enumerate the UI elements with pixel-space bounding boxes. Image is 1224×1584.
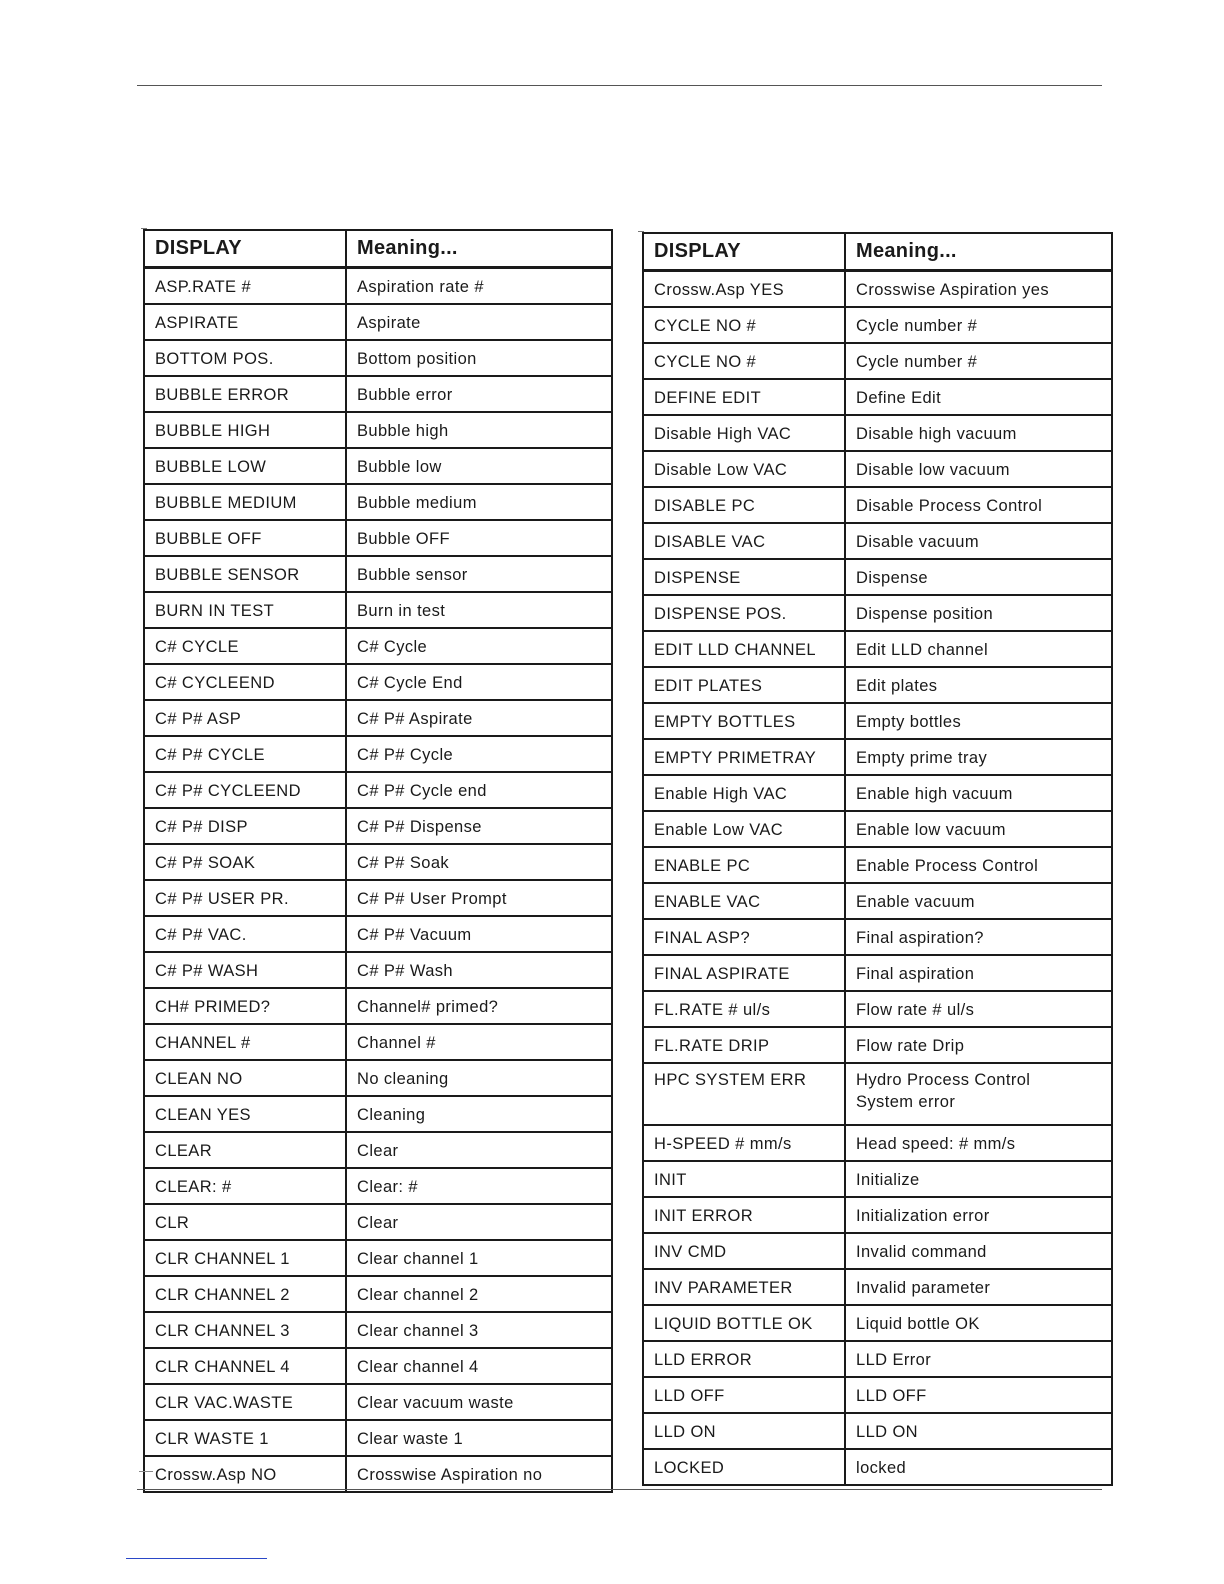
display-cell: CLR CHANNEL 1: [144, 1240, 346, 1276]
display-cell: EDIT LLD CHANNEL: [643, 631, 845, 667]
table-row: [144, 484, 612, 520]
display-cell: CYCLE NO #: [643, 307, 845, 343]
meaning-cell: Bubble OFF: [346, 520, 612, 556]
table-row: [144, 268, 612, 305]
meaning-column-header: Meaning...: [845, 233, 1112, 271]
table-row: [144, 304, 612, 340]
display-cell: CLR: [144, 1204, 346, 1240]
meaning-cell: Disable Process Control: [845, 487, 1112, 523]
display-meaning-table-right: [642, 232, 1113, 1486]
table-row: [643, 1269, 1112, 1305]
meaning-cell: C# P# Cycle end: [346, 772, 612, 808]
table-row: [643, 271, 1112, 308]
table-row: [144, 1204, 612, 1240]
meaning-cell: C# P# Dispense: [346, 808, 612, 844]
meaning-cell: LLD Error: [845, 1341, 1112, 1377]
display-cell: HPC SYSTEM ERR: [643, 1063, 845, 1125]
meaning-cell: Final aspiration: [845, 955, 1112, 991]
table-row: [643, 523, 1112, 559]
display-cell: C# P# CYCLEEND: [144, 772, 346, 808]
display-cell: BUBBLE SENSOR: [144, 556, 346, 592]
display-cell: BUBBLE HIGH: [144, 412, 346, 448]
display-cell: EDIT PLATES: [643, 667, 845, 703]
meaning-cell: Bubble high: [346, 412, 612, 448]
table-row: [144, 1348, 612, 1384]
table-body: [643, 271, 1112, 1486]
table-row: [144, 700, 612, 736]
display-cell: INV PARAMETER: [643, 1269, 845, 1305]
display-cell: INIT: [643, 1161, 845, 1197]
display-cell: CLR CHANNEL 4: [144, 1348, 346, 1384]
meaning-cell: Clear vacuum waste: [346, 1384, 612, 1420]
meaning-cell: Initialization error: [845, 1197, 1112, 1233]
meaning-cell: C# P# Cycle: [346, 736, 612, 772]
display-cell: BUBBLE OFF: [144, 520, 346, 556]
table-row: [643, 667, 1112, 703]
meaning-cell: Cycle number #: [845, 343, 1112, 379]
display-cell: C# P# USER PR.: [144, 880, 346, 916]
meaning-cell: locked: [845, 1449, 1112, 1485]
display-cell: EMPTY PRIMETRAY: [643, 739, 845, 775]
table-row: [643, 739, 1112, 775]
table-row: [643, 1341, 1112, 1377]
table-row: [643, 1063, 1112, 1125]
meaning-cell: Clear channel 2: [346, 1276, 612, 1312]
table-row: [643, 1161, 1112, 1197]
table-row: [144, 376, 612, 412]
meaning-cell: Dispense: [845, 559, 1112, 595]
display-cell: DISPENSE: [643, 559, 845, 595]
display-cell: DISPENSE POS.: [643, 595, 845, 631]
display-cell: ASPIRATE: [144, 304, 346, 340]
table-row: [144, 340, 612, 376]
display-cell: LOCKED: [643, 1449, 845, 1485]
table-row: [643, 1449, 1112, 1485]
table-row: [643, 559, 1112, 595]
meaning-cell: Empty prime tray: [845, 739, 1112, 775]
meaning-cell: Clear: #: [346, 1168, 612, 1204]
table-row: [144, 1312, 612, 1348]
display-cell: C# P# WASH: [144, 952, 346, 988]
table-row: [144, 952, 612, 988]
table-row: [643, 1197, 1112, 1233]
table-row: [643, 775, 1112, 811]
table-row: [643, 307, 1112, 343]
meaning-cell: Flow rate Drip: [845, 1027, 1112, 1063]
meaning-cell: Define Edit: [845, 379, 1112, 415]
meaning-cell: Invalid command: [845, 1233, 1112, 1269]
meaning-cell: Clear: [346, 1204, 612, 1240]
table-row: [144, 1168, 612, 1204]
display-cell: ENABLE VAC: [643, 883, 845, 919]
meaning-cell: Disable vacuum: [845, 523, 1112, 559]
meaning-cell: Cycle number #: [845, 307, 1112, 343]
display-cell: CLEAN NO: [144, 1060, 346, 1096]
table-row: [144, 1132, 612, 1168]
table-row: [144, 808, 612, 844]
meaning-cell: Crosswise Aspiration no: [346, 1456, 612, 1492]
table-row: [643, 631, 1112, 667]
display-cell: C# P# VAC.: [144, 916, 346, 952]
display-cell: C# CYCLE: [144, 628, 346, 664]
display-cell: CLEAN YES: [144, 1096, 346, 1132]
display-cell: FINAL ASPIRATE: [643, 955, 845, 991]
display-cell: Enable Low VAC: [643, 811, 845, 847]
table-row: [144, 1384, 612, 1420]
meaning-cell: C# P# Soak: [346, 844, 612, 880]
meaning-cell: Final aspiration?: [845, 919, 1112, 955]
table-header-row: [643, 233, 1112, 271]
display-cell: CHANNEL #: [144, 1024, 346, 1060]
footer-rule: [137, 1489, 1102, 1490]
table-row: [643, 1027, 1112, 1063]
meaning-cell: Enable Process Control: [845, 847, 1112, 883]
meaning-cell: Bottom position: [346, 340, 612, 376]
meaning-cell: Bubble error: [346, 376, 612, 412]
meaning-cell: No cleaning: [346, 1060, 612, 1096]
table-row: [643, 703, 1112, 739]
table-row: [144, 628, 612, 664]
display-cell: FINAL ASP?: [643, 919, 845, 955]
display-cell: CLR CHANNEL 3: [144, 1312, 346, 1348]
table-row: [144, 1420, 612, 1456]
footnote-separator: [126, 1558, 267, 1559]
display-cell: BOTTOM POS.: [144, 340, 346, 376]
table-header-row: [144, 230, 612, 268]
display-column-header: DISPLAY: [144, 230, 346, 268]
table-row: [144, 988, 612, 1024]
table-row: [144, 592, 612, 628]
display-cell: BUBBLE ERROR: [144, 376, 346, 412]
header-rule: [137, 85, 1102, 86]
table-row: [144, 412, 612, 448]
table-row: [144, 1240, 612, 1276]
table-row: [643, 991, 1112, 1027]
meaning-cell: C# P# Vacuum: [346, 916, 612, 952]
table-row: [643, 451, 1112, 487]
table-row: [144, 772, 612, 808]
table-row: [144, 448, 612, 484]
display-cell: C# P# CYCLE: [144, 736, 346, 772]
meaning-cell: Initialize: [845, 1161, 1112, 1197]
table-row: [144, 1276, 612, 1312]
table-row: [643, 1305, 1112, 1341]
display-cell: BUBBLE MEDIUM: [144, 484, 346, 520]
table-row: [144, 736, 612, 772]
meaning-column-header: Meaning...: [346, 230, 612, 268]
meaning-cell: C# P# User Prompt: [346, 880, 612, 916]
table-row: [144, 556, 612, 592]
display-cell: DISABLE VAC: [643, 523, 845, 559]
meaning-cell: Hydro Process Control System error: [845, 1063, 1112, 1125]
meaning-cell: Edit plates: [845, 667, 1112, 703]
meaning-cell: Bubble low: [346, 448, 612, 484]
meaning-cell: Edit LLD channel: [845, 631, 1112, 667]
display-cell: CLEAR: #: [144, 1168, 346, 1204]
table-row: [144, 664, 612, 700]
display-cell: CYCLE NO #: [643, 343, 845, 379]
footer-mark: [139, 1471, 153, 1472]
meaning-cell: Head speed: # mm/s: [845, 1125, 1112, 1161]
meaning-cell: LLD ON: [845, 1413, 1112, 1449]
display-cell: ASP.RATE #: [144, 268, 346, 305]
display-cell: C# P# DISP: [144, 808, 346, 844]
meaning-cell: Clear: [346, 1132, 612, 1168]
display-cell: Crossw.Asp YES: [643, 271, 845, 308]
display-cell: FL.RATE # ul/s: [643, 991, 845, 1027]
display-cell: ENABLE PC: [643, 847, 845, 883]
display-meaning-table-left: [143, 229, 613, 1493]
table-row: [643, 379, 1112, 415]
meaning-cell: C# P# Aspirate: [346, 700, 612, 736]
meaning-cell: Aspirate: [346, 304, 612, 340]
display-cell: LLD ERROR: [643, 1341, 845, 1377]
display-cell: LLD OFF: [643, 1377, 845, 1413]
meaning-cell: LLD OFF: [845, 1377, 1112, 1413]
display-cell: FL.RATE DRIP: [643, 1027, 845, 1063]
display-cell: H-SPEED # mm/s: [643, 1125, 845, 1161]
meaning-cell: Burn in test: [346, 592, 612, 628]
table-row: [643, 811, 1112, 847]
meaning-cell: Clear waste 1: [346, 1420, 612, 1456]
meaning-cell: Dispense position: [845, 595, 1112, 631]
table-row: [144, 520, 612, 556]
table-row: [643, 1377, 1112, 1413]
display-cell: CLR CHANNEL 2: [144, 1276, 346, 1312]
meaning-cell: Clear channel 1: [346, 1240, 612, 1276]
meaning-cell: C# Cycle End: [346, 664, 612, 700]
display-cell: BURN IN TEST: [144, 592, 346, 628]
meaning-cell: Channel# primed?: [346, 988, 612, 1024]
table-row: [643, 847, 1112, 883]
display-cell: Crossw.Asp NO: [144, 1456, 346, 1492]
display-column-header: DISPLAY: [643, 233, 845, 271]
display-cell: Disable High VAC: [643, 415, 845, 451]
display-cell: CH# PRIMED?: [144, 988, 346, 1024]
display-cell: Disable Low VAC: [643, 451, 845, 487]
display-cell: CLEAR: [144, 1132, 346, 1168]
display-cell: INIT ERROR: [643, 1197, 845, 1233]
display-cell: BUBBLE LOW: [144, 448, 346, 484]
meaning-cell: C# P# Wash: [346, 952, 612, 988]
meaning-cell: Aspiration rate #: [346, 268, 612, 305]
meaning-cell: Clear channel 3: [346, 1312, 612, 1348]
meaning-cell: Enable low vacuum: [845, 811, 1112, 847]
meaning-cell: Disable low vacuum: [845, 451, 1112, 487]
meaning-cell: Bubble sensor: [346, 556, 612, 592]
table-row: [643, 487, 1112, 523]
meaning-cell: Liquid bottle OK: [845, 1305, 1112, 1341]
table-row: [643, 415, 1112, 451]
table-row: [643, 1413, 1112, 1449]
table-row: [144, 1024, 612, 1060]
meaning-cell: Cleaning: [346, 1096, 612, 1132]
meaning-cell: Enable high vacuum: [845, 775, 1112, 811]
table-body: [144, 268, 612, 1493]
meaning-cell: Disable high vacuum: [845, 415, 1112, 451]
display-cell: C# CYCLEEND: [144, 664, 346, 700]
table-row: [643, 595, 1112, 631]
table-row: [643, 883, 1112, 919]
meaning-cell: Crosswise Aspiration yes: [845, 271, 1112, 308]
display-cell: DISABLE PC: [643, 487, 845, 523]
display-cell: LLD ON: [643, 1413, 845, 1449]
display-cell: CLR VAC.WASTE: [144, 1384, 346, 1420]
display-cell: LIQUID BOTTLE OK: [643, 1305, 845, 1341]
display-cell: INV CMD: [643, 1233, 845, 1269]
table-row: [144, 880, 612, 916]
table-row: [643, 919, 1112, 955]
display-cell: CLR WASTE 1: [144, 1420, 346, 1456]
table-row: [643, 1125, 1112, 1161]
meaning-cell: Invalid parameter: [845, 1269, 1112, 1305]
display-cell: EMPTY BOTTLES: [643, 703, 845, 739]
table-row: [144, 1456, 612, 1492]
table-row: [643, 343, 1112, 379]
table-row: [643, 1233, 1112, 1269]
meaning-cell: Flow rate # ul/s: [845, 991, 1112, 1027]
table-row: [144, 844, 612, 880]
meaning-cell: Channel #: [346, 1024, 612, 1060]
meaning-cell: Bubble medium: [346, 484, 612, 520]
table-row: [144, 1060, 612, 1096]
table-row: [643, 955, 1112, 991]
display-cell: C# P# SOAK: [144, 844, 346, 880]
meaning-cell: Empty bottles: [845, 703, 1112, 739]
display-cell: C# P# ASP: [144, 700, 346, 736]
display-cell: Enable High VAC: [643, 775, 845, 811]
table-row: [144, 1096, 612, 1132]
table-row: [144, 916, 612, 952]
display-cell: DEFINE EDIT: [643, 379, 845, 415]
meaning-cell: Enable vacuum: [845, 883, 1112, 919]
meaning-cell: C# Cycle: [346, 628, 612, 664]
meaning-cell: Clear channel 4: [346, 1348, 612, 1384]
